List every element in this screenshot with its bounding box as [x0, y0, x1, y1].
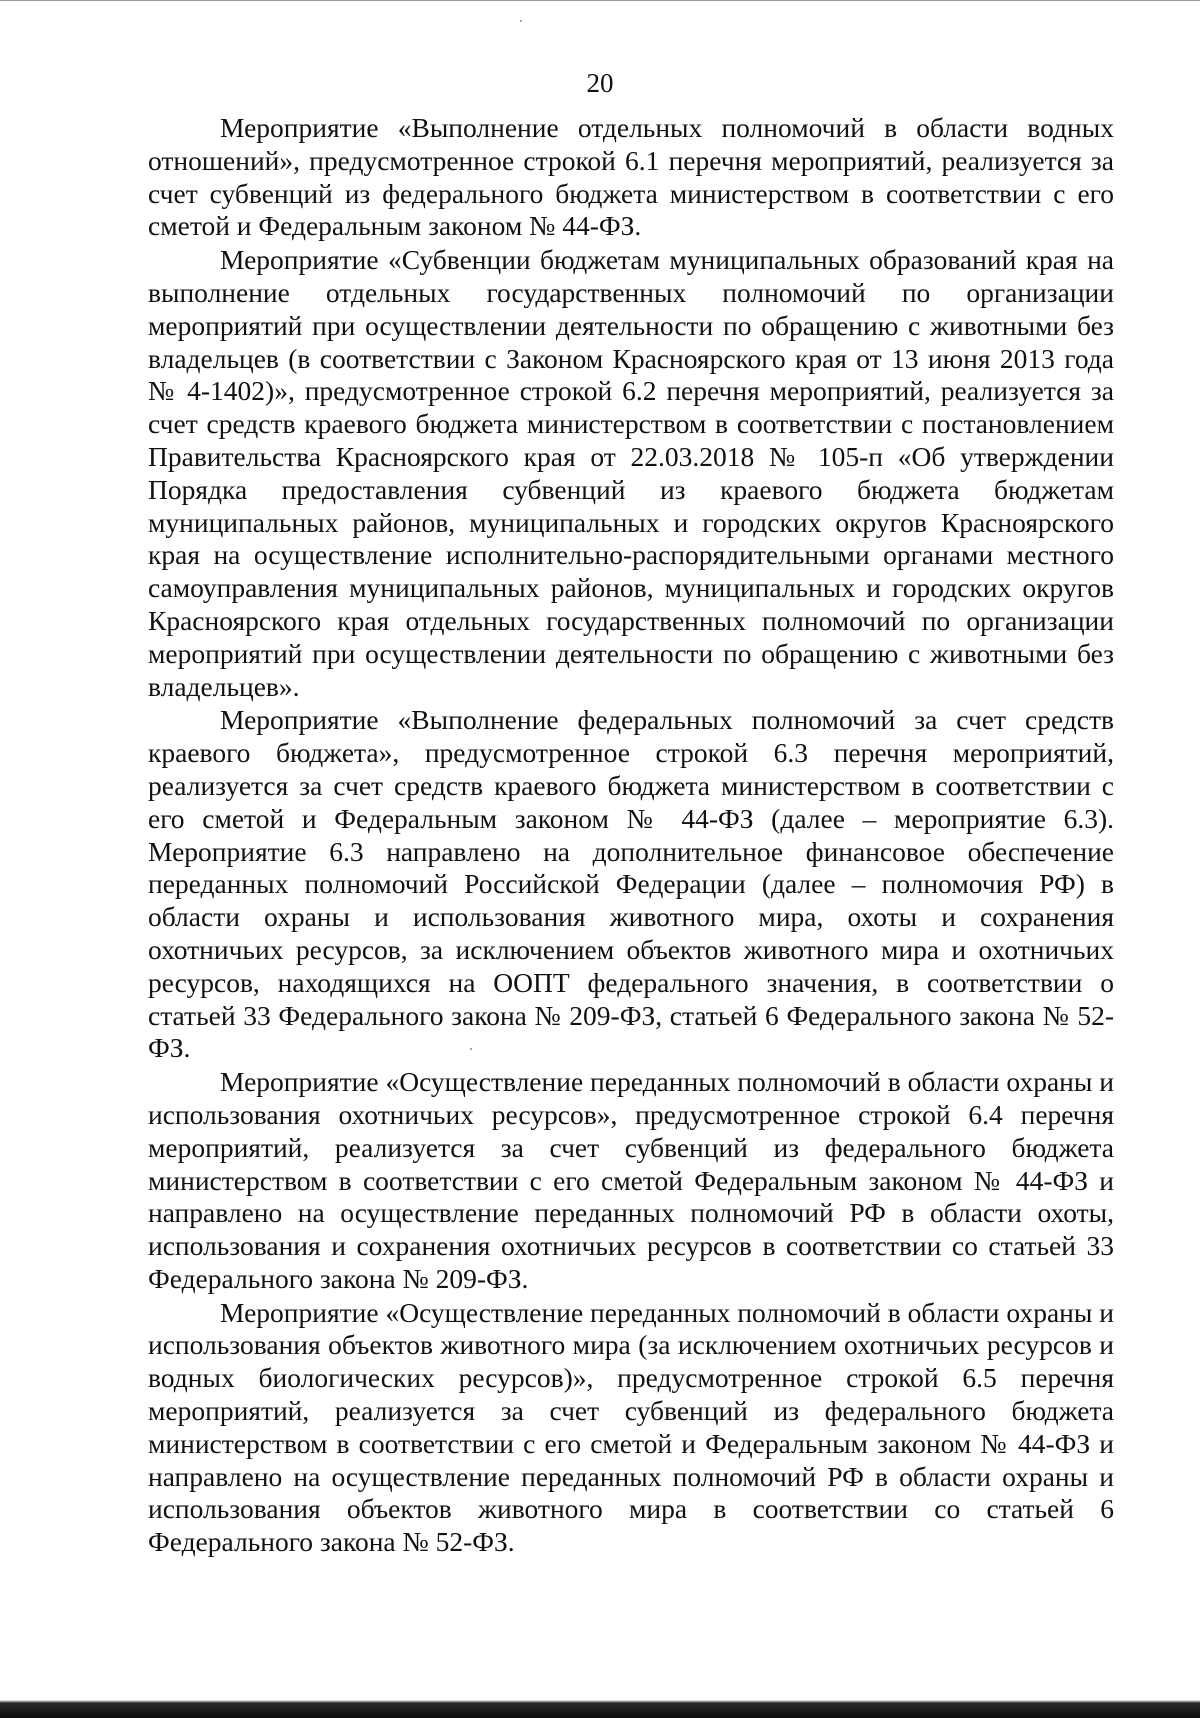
scan-top-edge [0, 0, 1200, 6]
document-body [148, 112, 1114, 1560]
page-number: 20 [586, 68, 614, 98]
paragraph: Мероприятие «Осуществление переданных полномочий в области охраны и использования объектов животного мира (за исключением охотничьих ресурсов и водных биологических ресурсов)», предусмотренное строкой 6.5 перечня мероприятий, реализуется за счет субвенций из федерального бюджета министерством в соответствии с его сметой и Федеральным законом № 44-ФЗ и направлено на осуществление переданных полномочий РФ в области охраны и использования объектов животного мира в соответствии со статьей 6 Федерального закона № 52-ФЗ. [148, 1296, 1114, 1558]
scan-bottom-edge [0, 1688, 1200, 1718]
paragraph: Мероприятие «Выполнение отдельных полномочий в области водных отношений», предусмотренное строкой 6.1 перечня мероприятий, реализуется за счет субвенций из федерального бюджета министерством в соответствии с его сметой и Федеральным законом № 44-ФЗ. [148, 112, 1114, 242]
paragraph: Мероприятие «Выполнение федеральных полномочий за счет средств краевого бюджета», предусмотренное строкой 6.3 перечня мероприятий, реализуется за счет средств краевого бюджета министерством в соответствии с его сметой и Федеральным законом № 44-ФЗ (далее – мероприятие 6.3). Мероприятие 6.3 направлено на дополнительное финансовое обеспечение переданных полномочий Российской Федерации (далее – полномочия РФ) в области охраны и использования животного мира, охоты и сохранения охотничьих ресурсов, за исключением объектов животного мира и охотничьих ресурсов, находящихся на ООПТ федерального значения, в соответствии о статьей 33 Федерального закона № 209-ФЗ, статьей 6 Федерального закона № 52-ФЗ. [148, 704, 1114, 1064]
paragraph: Мероприятие «Осуществление переданных полномочий в области охраны и использования охотничьих ресурсов», предусмотренное строкой 6.4 перечня мероприятий, реализуется за счет субвенций из федерального бюджета министерством в соответствии с его сметой Федеральным законом № 44-ФЗ и направлено на осуществление переданных полномочий РФ в области охоты, использования и сохранения охотничьих ресурсов в соответствии со статьей 33 Федерального закона № 209-ФЗ. [148, 1066, 1114, 1294]
paragraph: Мероприятие «Субвенции бюджетам муниципальных образований края на выполнение отдельных государственных полномочий по организации мероприятий при осуществлении деятельности по обращению с животными без владельцев (в соответствии с Законом Красноярского края от 13 июня 2013 года № 4-1402)», предусмотренное строкой 6.2 перечня мероприятий, реализуется за счет средств краевого бюджета министерством в соответствии с постановлением Правительства Красноярского края от 22.03.2018 № 105-п «Об утверждении Порядка предоставления субвенций из краевого бюджета бюджетам муниципальных районов, муниципальных и городских округов Красноярского края на осуществление исполнительно-распорядительными органами местного самоуправления муниципальных районов, муниципальных и городских округов Красноярского края отдельных государственных полномочий по организации мероприятий при осуществлении деятельности по обращению с животными без владельцев». [148, 244, 1114, 702]
scan-speck [520, 20, 522, 22]
